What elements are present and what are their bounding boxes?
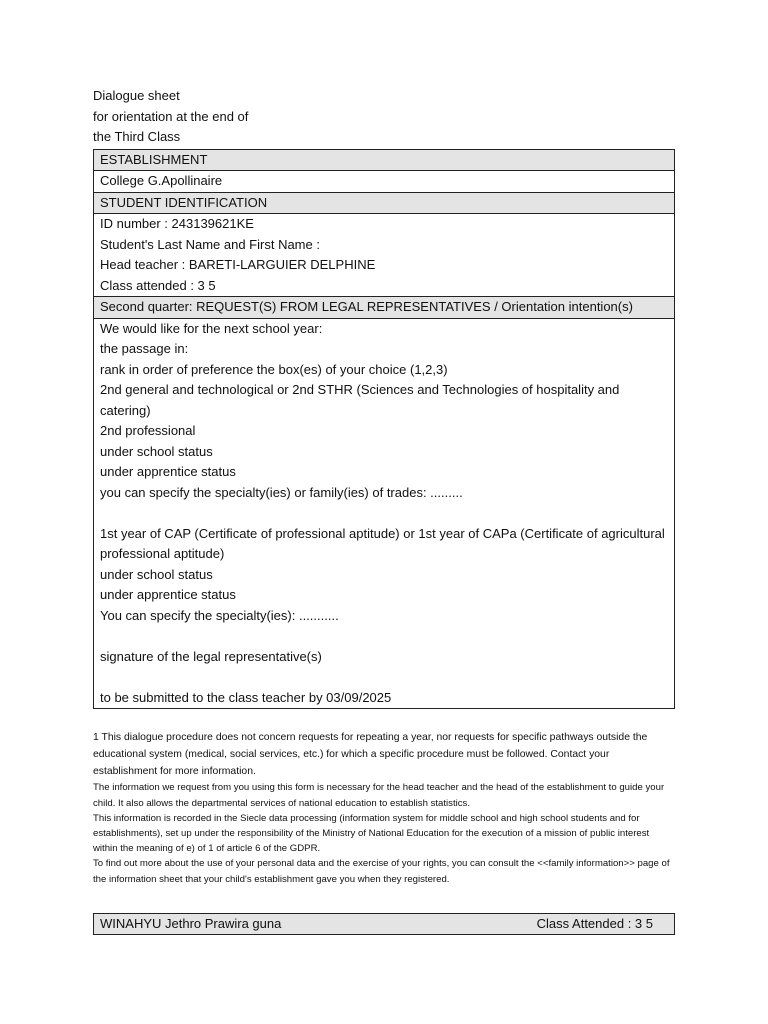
heading-line-3: the Third Class — [93, 129, 181, 144]
student-id-number: ID number : 243139621KE — [100, 216, 254, 231]
heading-line-1: Dialogue sheet — [93, 88, 180, 103]
request-header: Second quarter: REQUEST(S) FROM LEGAL REPRESENTATIVES / Orientation intention(s) — [94, 297, 675, 319]
footer-bar — [93, 913, 675, 935]
establishment-header: ESTABLISHMENT — [94, 149, 675, 171]
student-name-label: Student's Last Name and First Name : — [100, 236, 320, 252]
request-line: 2nd general and technological or 2nd STHR (Sciences and Technologies of hospitality and catering) — [100, 382, 620, 418]
class-attended: Class attended : 3 5 — [100, 277, 216, 293]
request-line: 1st year of CAP (Certificate of professional aptitude) or 1st year of CAPa (Certificate of agricultural professional aptitude) — [100, 525, 665, 561]
student-identification-block — [94, 214, 675, 297]
request-line: you can specify the specialty(ies) or family(ies) of trades: ......... — [100, 484, 463, 500]
orientation-form-table — [93, 149, 675, 710]
request-line: 2nd professional — [100, 423, 196, 438]
request-line: under apprentice status — [100, 587, 236, 602]
submission-deadline: to be submitted to the class teacher by 03/09/2025 — [100, 689, 392, 705]
heading-line-2: for orientation at the end of — [93, 108, 249, 124]
request-block — [94, 318, 675, 709]
document-heading — [93, 86, 675, 148]
privacy-paragraph-1: The information we request from you using this form is necessary for the head teacher and the head of the establishment to guide your child. It also allows the departmental services of national education to establish statistics. — [93, 782, 665, 809]
request-line: We would like for the next school year: — [100, 320, 323, 336]
dialogue-sheet-page — [93, 86, 675, 887]
establishment-name: College G.Apollinaire — [94, 171, 675, 193]
request-line: rank in order of preference the box(es) of your choice (1,2,3) — [100, 361, 448, 377]
blank-line — [100, 626, 668, 647]
request-line: under school status — [100, 566, 213, 582]
footnote: 1 This dialogue procedure does not concern requests for repeating a year, nor requests for specific pathways outside the educational system (medical, social services, etc.) for which a specific procedure must be followed. Contact your establishment for more information. — [93, 732, 648, 777]
footer-student-name: WINAHYU Jethro Prawira guna — [100, 916, 282, 931]
head-teacher: Head teacher : BARETI-LARGUIER DELPHINE — [100, 257, 376, 272]
request-line: the passage in: — [100, 341, 189, 356]
student-identification-header: STUDENT IDENTIFICATION — [94, 192, 675, 214]
privacy-paragraph-2: This information is recorded in the Siecle data processing (information system for middle school and high school students and for establishments), set up under the responsibility of the Ministry of National Education for the execution of a mission of public interest within the meaning of e) of 1 of article 6 of the GDPR. — [93, 812, 650, 855]
privacy-paragraph-3: To find out more about the use of your personal data and the exercise of your rights, you can consult the <<family information>> page of the information sheet that your child's establishment gave you when they registered. — [93, 858, 670, 885]
request-line: under school status — [100, 443, 213, 459]
signature-line: signature of the legal representative(s) — [100, 648, 322, 664]
footer-class-attended: Class Attended : 3 5 — [536, 916, 653, 931]
blank-line — [100, 503, 668, 524]
request-line: under apprentice status — [100, 464, 236, 479]
blank-line — [100, 667, 668, 688]
request-line: You can specify the specialty(ies): ........... — [100, 607, 339, 623]
